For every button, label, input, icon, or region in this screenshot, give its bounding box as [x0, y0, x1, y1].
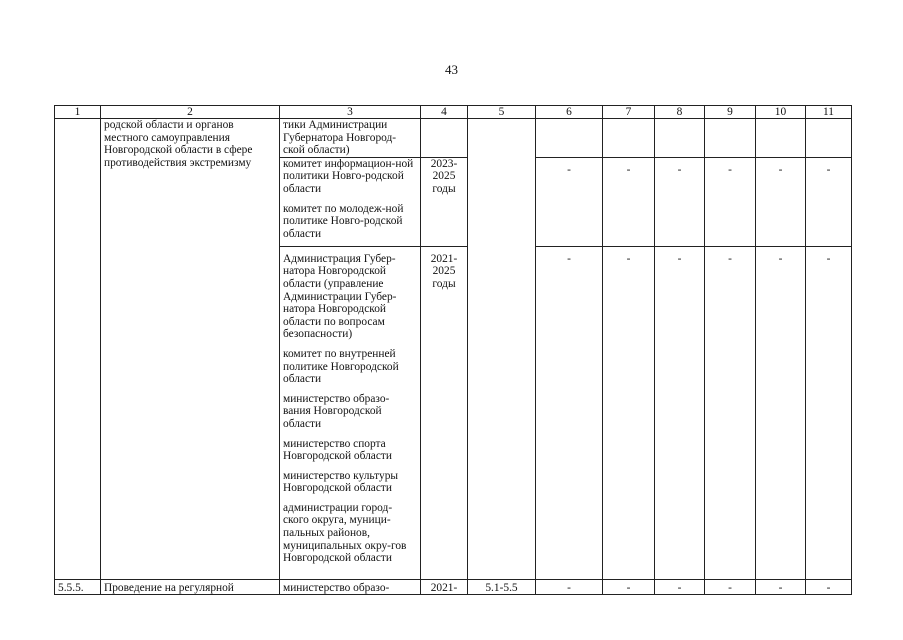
cell-years: 2021-	[421, 579, 468, 595]
table-row	[55, 119, 852, 158]
dash-value: -	[728, 581, 732, 594]
cell-value	[603, 246, 655, 579]
cell-value	[806, 579, 852, 595]
dash-value: -	[728, 252, 732, 265]
col-header: 9	[705, 106, 756, 119]
dash-value: -	[626, 163, 631, 176]
col-header: 6	[536, 106, 603, 119]
cell-value	[756, 246, 806, 579]
executor-text: Администрация Губер-натора Новгородской области (управление Администрации Губер-натора Новгородской области по вопросам безопасности)	[283, 252, 397, 341]
table-row	[55, 579, 852, 595]
col-header: 10	[756, 106, 806, 119]
cell-value	[655, 157, 705, 246]
page-number: 43	[445, 62, 458, 77]
dash-value: -	[826, 163, 831, 176]
cell-indicator: 5.1-5.5	[468, 579, 536, 595]
cell-executor-continued: тики Администрации Губернатора Новгород-ской области)	[280, 119, 421, 158]
cell-value	[536, 157, 603, 246]
dash-value: -	[567, 252, 571, 265]
col-header: 5	[468, 106, 536, 119]
executor-text: министерство спорта Новгородской области	[283, 437, 392, 463]
col-header: 7	[603, 106, 655, 119]
cell-value	[705, 157, 756, 246]
cell-value	[756, 119, 806, 158]
cell-value	[806, 157, 852, 246]
col-header: 8	[655, 106, 705, 119]
cell-value	[536, 246, 603, 579]
cell-value	[655, 246, 705, 579]
cell-value	[756, 579, 806, 595]
cell-measure: Проведение на регулярной	[101, 579, 280, 595]
col-header: 1	[55, 106, 101, 119]
cell-value	[536, 579, 603, 595]
dash-value: -	[778, 252, 783, 265]
cell-value	[603, 157, 655, 246]
executor-text: министерство образо-вания Новгородской области	[283, 392, 390, 430]
cell-years: 2023-2025 годы	[421, 157, 468, 246]
cell-value	[705, 119, 756, 158]
cell-value	[655, 579, 705, 595]
cell-num: 5.5.5.	[55, 579, 101, 595]
dash-value: -	[626, 581, 631, 594]
cell-years: 2021-2025 годы	[421, 246, 468, 579]
executor-text: комитет информацион-ной политики Новго-родской области	[283, 157, 414, 195]
dash-value: -	[826, 252, 831, 265]
cell-value	[603, 579, 655, 595]
dash-value: -	[567, 163, 571, 176]
cell-value	[705, 246, 756, 579]
dash-value: -	[677, 163, 682, 176]
header-row	[55, 106, 852, 119]
cell-value	[756, 157, 806, 246]
cell-executor: министерство образо-	[280, 579, 421, 595]
cell-years	[421, 119, 468, 158]
executor-text: министерство культуры Новгородской области	[283, 469, 399, 495]
cell-measure-continued: родской области и органов местного самоуправления Новгородской области в сфере противодействия экстремизму	[101, 119, 280, 580]
cell-value	[705, 579, 756, 595]
dash-value: -	[728, 163, 732, 176]
dash-value: -	[626, 252, 631, 265]
dash-value: -	[567, 581, 571, 594]
measures-table	[54, 105, 852, 595]
executor-text: комитет по внутренней политике Новгородской области	[283, 347, 399, 386]
executor-text: администрации город-ского округа, муници-пальных районов, муниципальных окру-гов Новгородской области	[283, 501, 407, 565]
cell-value	[806, 119, 852, 158]
col-header: 2	[101, 106, 280, 119]
executor-text: комитет по молодеж-ной политике Новго-родской области	[283, 202, 404, 240]
cell-value	[536, 119, 603, 158]
dash-value: -	[677, 581, 682, 594]
col-header: 11	[806, 106, 852, 119]
cell-executors	[280, 246, 421, 579]
cell-num	[55, 119, 101, 580]
dash-value: -	[778, 581, 783, 594]
cell-value	[806, 246, 852, 579]
dash-value: -	[826, 581, 831, 594]
cell-executors	[280, 157, 421, 246]
cell-value	[603, 119, 655, 158]
col-header: 4	[421, 106, 468, 119]
dash-value: -	[677, 252, 682, 265]
cell-indicator	[468, 119, 536, 580]
dash-value: -	[778, 163, 783, 176]
cell-value	[655, 119, 705, 158]
col-header: 3	[280, 106, 421, 119]
